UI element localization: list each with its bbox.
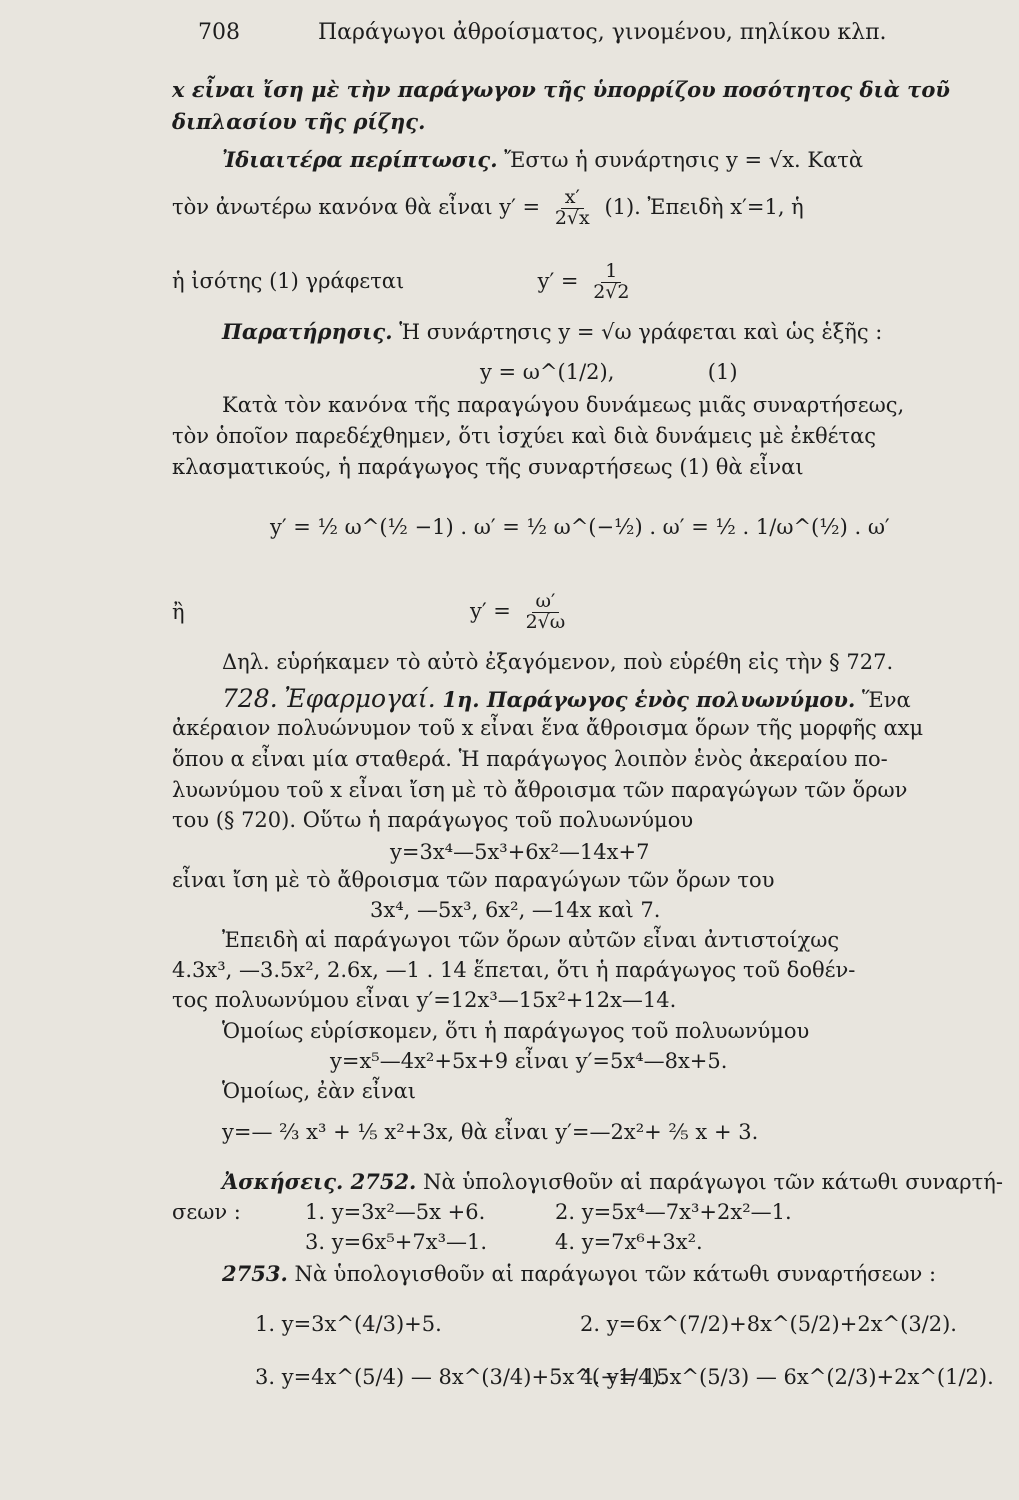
exercises-2753-heading [222, 1262, 936, 1286]
page-number: 708 [198, 20, 240, 45]
line-4 [172, 188, 804, 229]
line-7: Κατὰ τὸν κανόνα τῆς παραγώγου δυνάμεως μιᾶς συναρτήσεως, [222, 393, 905, 417]
equation-5: 3x⁴, —5x³, 6x², —14x καὶ 7. [370, 898, 661, 922]
line-21: y=x⁵—4x²+5x+9 εἶναι y′=5x⁴—8x+5. [330, 1049, 728, 1073]
line-19: τος πολυωνύμου εἶναι y′=12x³—15x²+12x—14. [172, 988, 677, 1012]
remark-text: Ἡ συνάρτησις y = √ω γράφεται καὶ ὡς ἑξῆς : [399, 320, 883, 344]
rule-text: τὸν ἀνωτέρω κανόνα θὰ εἶναι y′ = [172, 194, 541, 219]
exercises-2752-heading [222, 1170, 1003, 1194]
equation-1-tag: (1) [707, 360, 738, 384]
remark-heading: Παρατήρησις. [222, 319, 393, 344]
running-title: Παράγωγοι ἀθροίσματος, γινομένου, πηλίκου κλπ. [318, 20, 887, 45]
equation-lhs: y′ = [537, 268, 579, 293]
line-17: Ἐπειδὴ αἱ παράγωγοι τῶν ὅρων αὐτῶν εἶναι ἀντιστοίχως [222, 928, 840, 952]
line-8: τὸν ὁποῖον παρεδέχθημεν, ὅτι ἰσχύει καὶ διὰ δυνάμεις μὲ ἐκθέτας [172, 424, 877, 448]
line-22: Ὁμοίως, ἐὰν εἶναι [222, 1079, 416, 1103]
fraction-omega [522, 592, 570, 633]
section-number: 728. [222, 684, 278, 713]
exercise-2752-2: 2. y=5x⁴—7x³+2x²—1. [555, 1200, 792, 1224]
exercise-2753-3: 3. y=4x^(5/4) — 8x^(3/4)+5x^(−1/4). [255, 1365, 667, 1389]
line-15: του (§ 720). Οὕτω ἡ παράγωγος τοῦ πολυωνύμου [172, 808, 694, 832]
exercise-2753-1: 1. y=3x^(4/3)+5. [255, 1312, 442, 1336]
exercise-2752-4: 4. y=7x⁶+3x². [555, 1230, 703, 1254]
line-16: εἶναι ἴση μὲ τὸ ἄθροισμα τῶν παραγώγων τῶν ὅρων του [172, 868, 775, 892]
line-11: Δηλ. εὑρήκαμεν τὸ αὐτὸ ἐξαγόμενον, ποὺ εὑρέθη εἰς τὴν § 727. [222, 650, 894, 674]
line-6 [222, 320, 882, 344]
exercises-suffix: σεων : [172, 1200, 241, 1224]
fraction-derivative [551, 188, 594, 229]
fraction-denominator: 2√ω [525, 610, 566, 633]
section-lead: Ἕνα [862, 688, 911, 712]
equation-1-body: y = ω^(1/2), [480, 360, 615, 384]
exercise-text: Νὰ ὑπολογισθοῦν αἱ παράγωγοι τῶν κάτωθι συναρτήσεων : [294, 1262, 937, 1286]
special-case-heading: Ἰδιαιτέρα περίπτωσις. [222, 147, 498, 172]
fraction-numerator: 1 [601, 262, 621, 283]
line-2: διπλασίου τῆς ρίζης. [172, 109, 426, 134]
fraction-denominator: 2√2 [593, 280, 630, 303]
section-728-heading [222, 685, 911, 714]
exercise-2752-3: 3. y=6x⁵+7x³—1. [305, 1230, 488, 1254]
exercise-2753-2: 2. y=6x^(7/2)+8x^(5/2)+2x^(3/2). [580, 1312, 957, 1336]
line-18: 4.3x³, —3.5x², 2.6x, —1 . 14 ἕπεται, ὅτι ἡ παράγωγος τοῦ δοθέν- [172, 958, 856, 982]
equation-2: y′ = ½ ω^(½ −1) . ω′ = ½ ω^(−½) . ω′ = ½ . 1/ω^(½) . ω′ [270, 515, 890, 539]
fraction-numerator: x′ [561, 188, 584, 209]
fraction-1-over-2root2 [589, 262, 633, 303]
exercise-number: 2753. [222, 1261, 288, 1286]
equation-6: y=— ⅔ x³ + ⅕ x²+3x, θὰ εἶναι y′=—2x²+ ⅖ x + 3. [222, 1120, 759, 1144]
line-1: x εἶναι ἴση μὲ τὴν παράγωγον τῆς ὑπορρίζου ποσότητος διὰ τοῦ [172, 77, 950, 102]
line-9: κλασματικούς, ἡ παράγωγος τῆς συναρτήσεως (1) θὰ εἶναι [172, 455, 804, 479]
section-subtitle: 1η. Παράγωγος ἑνὸς πολυωνύμου. [442, 687, 856, 712]
equation-1 [480, 360, 738, 384]
fraction-denominator: 2√x [554, 206, 590, 229]
line-13: ὅπου α εἶναι μία σταθερά. Ἡ παράγωγος λοιπὸν ἑνὸς ἀκεραίου πο- [172, 747, 888, 771]
equation-3 [470, 592, 573, 633]
equality-text: ἡ ἰσότης (1) γράφεται [172, 268, 405, 293]
equation-4: y=3x⁴—5x³+6x²—14x+7 [390, 840, 650, 864]
exercises-text: Νὰ ὑπολογισθοῦν αἱ παράγωγοι τῶν κάτωθι συναρτή- [423, 1170, 1003, 1194]
line-14: λυωνύμου τοῦ x εἶναι ἴση μὲ τὸ ἄθροισμα τῶν παραγώγων τῶν ὅρων [172, 778, 908, 802]
since-text: (1). Ἐπειδὴ x′=1, ἡ [604, 194, 804, 219]
line-3 [222, 148, 863, 172]
section-title: Ἐφαρμογαί. [284, 684, 436, 713]
exercise-2752-1: 1. y=3x²—5x +6. [305, 1200, 486, 1224]
exercises-heading: Ἀσκήσεις. 2752. [222, 1169, 417, 1194]
equation-lhs: y′ = [470, 598, 511, 623]
fraction-numerator: ω′ [532, 592, 560, 613]
exercise-2753-4: 4. y= 15x^(5/3) — 6x^(2/3)+2x^(1/2). [580, 1365, 994, 1389]
eta-word: ἢ [172, 600, 185, 624]
line-12: ἀκέραιον πολυώνυμον τοῦ x εἶναι ἕνα ἄθροισμα ὅρων τῆς μορφῆς αxμ [172, 716, 924, 740]
line-20: Ὁμοίως εὑρίσκομεν, ὅτι ἡ παράγωγος τοῦ πολυωνύμου [222, 1019, 810, 1043]
special-case-text: Ἔστω ἡ συνάρτησις y = √x. Κατὰ [504, 148, 864, 172]
line-5 [172, 262, 638, 303]
